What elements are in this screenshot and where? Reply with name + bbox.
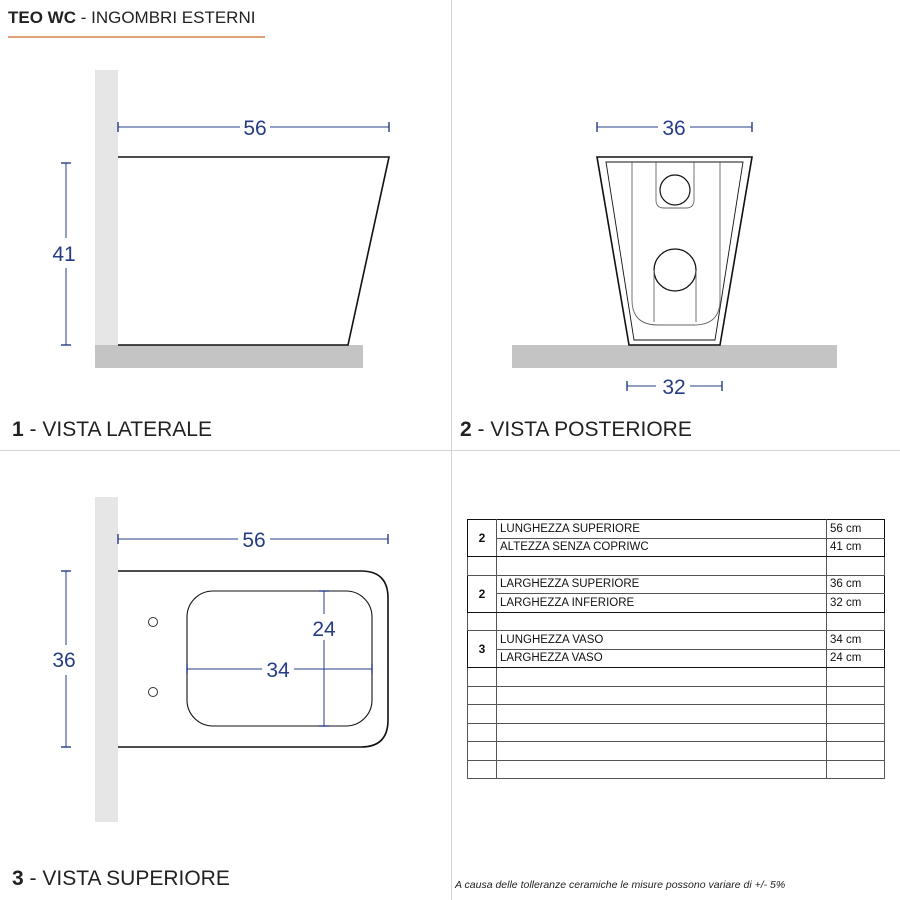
caption-top-text: - VISTA SUPERIORE	[23, 867, 230, 890]
table-group-number: 2	[468, 575, 497, 612]
table-cell-label: ALTEZZA SENZA COPRIWC	[497, 538, 827, 557]
top-length-dimension	[118, 529, 388, 552]
top-length-label: 56	[242, 529, 266, 552]
rear-top-width-dimension	[597, 117, 752, 140]
table-row-empty	[468, 723, 885, 742]
table-cell-label: LUNGHEZZA SUPERIORE	[497, 520, 827, 539]
caption-top-view	[12, 867, 230, 891]
table-group-number: 2	[468, 520, 497, 557]
table-cell-value: 32 cm	[827, 594, 885, 613]
side-height-label: 41	[52, 243, 76, 266]
side-bowl-outline	[118, 157, 389, 345]
side-width-dimension	[118, 117, 389, 140]
caption-side-text: - VISTA LATERALE	[23, 418, 212, 441]
table-row	[468, 575, 885, 594]
caption-rear-text: - VISTA POSTERIORE	[471, 418, 692, 441]
table-row	[468, 520, 885, 539]
dimensions-table	[467, 519, 885, 779]
table-row-empty	[468, 742, 885, 761]
caption-rear-view	[460, 418, 692, 442]
tolerance-footnote: A causa delle tolleranze ceramiche le misure possono variare di +/- 5%	[455, 879, 786, 891]
side-height-dimension	[52, 163, 75, 345]
top-bowl-outline	[118, 571, 388, 747]
top-inner-width-label: 24	[312, 618, 336, 641]
fixing-hole-upper	[149, 618, 158, 627]
top-wall	[95, 497, 118, 822]
side-width-label: 56	[243, 117, 267, 140]
table-cell-label: LARGHEZZA SUPERIORE	[497, 575, 827, 594]
product-name: TEO WC	[8, 8, 76, 27]
table-row-empty	[468, 557, 885, 576]
rear-water-inlet-hole	[660, 175, 690, 205]
top-width-label: 36	[52, 649, 76, 672]
top-width-dimension	[52, 571, 75, 747]
rear-drain-outlet-hole	[654, 249, 696, 291]
caption-top-number: 3	[12, 867, 24, 890]
rear-bottom-width-dimension	[627, 376, 722, 399]
table-row-empty	[468, 668, 885, 687]
table-row-empty	[468, 705, 885, 724]
table-cell-value: 41 cm	[827, 538, 885, 557]
table-cell-value: 34 cm	[827, 631, 885, 650]
table-cell-value: 56 cm	[827, 520, 885, 539]
rear-view	[512, 117, 837, 399]
top-inner-length-label: 34	[266, 659, 290, 682]
side-wall	[95, 70, 118, 346]
caption-side-view	[12, 418, 212, 442]
top-view	[52, 497, 388, 822]
rear-top-width-label: 36	[662, 117, 686, 140]
title-subtitle: INGOMBRI ESTERNI	[91, 8, 256, 27]
table-row	[468, 594, 885, 613]
title-separator: -	[76, 8, 92, 27]
table-group-number: 3	[468, 631, 497, 668]
table-row-empty	[468, 612, 885, 631]
side-floor	[95, 345, 363, 368]
caption-side-number: 1	[12, 418, 24, 441]
table-row	[468, 631, 885, 650]
side-view	[52, 70, 389, 368]
rear-floor	[512, 345, 837, 368]
table-row-empty	[468, 760, 885, 779]
table-cell-label: LARGHEZZA VASO	[497, 649, 827, 668]
table-row-empty	[468, 686, 885, 705]
table-row	[468, 538, 885, 557]
fixing-hole-lower	[149, 688, 158, 697]
caption-rear-number: 2	[460, 418, 472, 441]
table-row	[468, 649, 885, 668]
rear-bottom-width-label: 32	[662, 376, 686, 399]
table-cell-value: 24 cm	[827, 649, 885, 668]
table-cell-label: LUNGHEZZA VASO	[497, 631, 827, 650]
table-cell-value: 36 cm	[827, 575, 885, 594]
table-cell-label: LARGHEZZA INFERIORE	[497, 594, 827, 613]
